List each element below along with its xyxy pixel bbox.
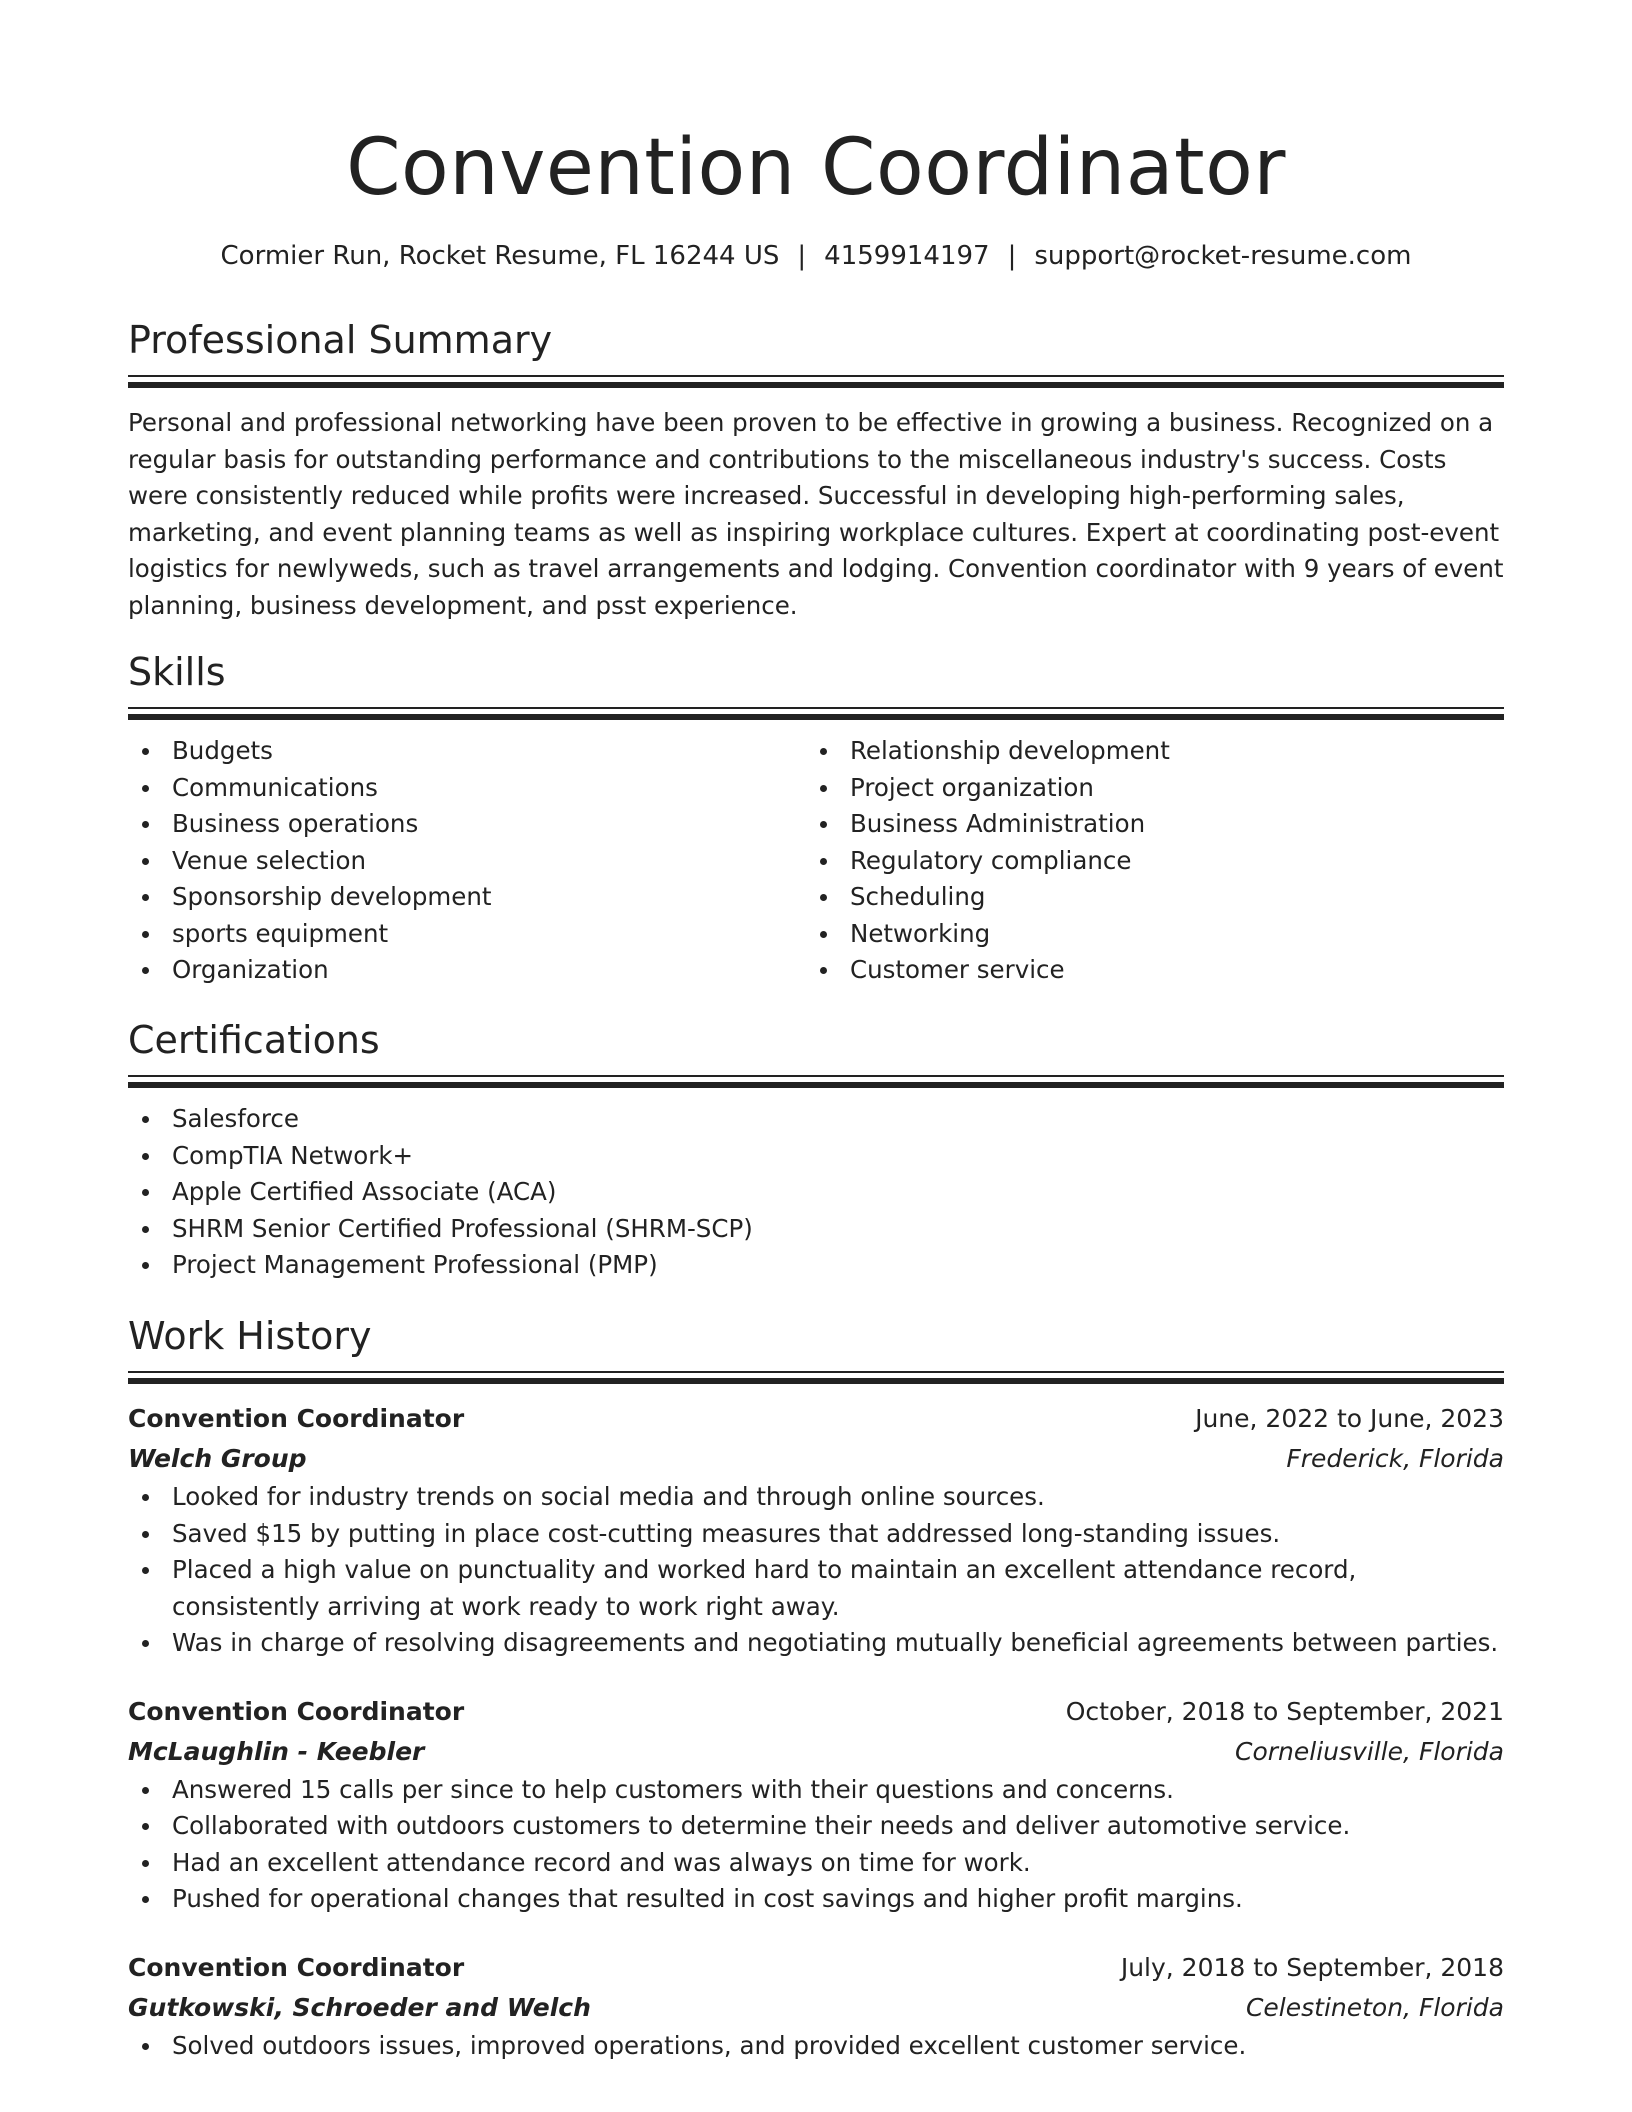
contact-separator: | xyxy=(1007,241,1017,271)
job-entry xyxy=(128,1948,1504,2065)
contact-address: Cormier Run, Rocket Resume, FL 16244 US xyxy=(220,241,780,271)
summary-title: Professional Summary xyxy=(128,318,553,362)
skill-item: Customer service xyxy=(806,952,1484,989)
job-subheader xyxy=(128,1732,1504,1772)
job-subheader xyxy=(128,1439,1504,1479)
contact-line xyxy=(128,238,1504,274)
section-divider xyxy=(128,375,1504,389)
section-divider xyxy=(128,707,1504,721)
certifications-list xyxy=(128,1101,1504,1284)
job-bullet: Saved $15 by putting in place cost-cutting measures that addressed long-standing issues. xyxy=(128,1516,1504,1553)
skill-item: Business operations xyxy=(128,806,806,843)
certification-item: Apple Certified Associate (ACA) xyxy=(128,1174,1504,1211)
skills-grid xyxy=(128,733,1504,989)
job-title: Convention Coordinator xyxy=(128,1696,465,1726)
skill-item: sports equipment xyxy=(128,916,806,953)
skill-item: Project organization xyxy=(806,770,1484,807)
certifications-section xyxy=(128,1015,1504,1284)
job-dates: October, 2018 to September, 2021 xyxy=(1065,1696,1504,1726)
job-bullet: Solved outdoors issues, improved operations, and provided excellent customer service. xyxy=(128,2028,1504,2065)
contact-separator: | xyxy=(797,241,807,271)
skill-item: Networking xyxy=(806,916,1484,953)
job-location: Frederick, Florida xyxy=(1286,1444,1504,1473)
summary-text: Personal and professional networking have been proven to be effective in growing a business. Recognized on a regular basis for outstanding performance and contributions to the miscellaneous industry's success. Costs were consistently reduced while profits were increased. Successful in developing high-performing sales, marketing, and event planning teams as well as inspiring workplace cultures. Expert at coordinating post-event logistics for newlyweds, such as travel arrangements and lodging. Convention coordinator with 9 years of event planning, business development, and psst experience. xyxy=(128,408,1504,620)
skill-item: Relationship development xyxy=(806,733,1484,770)
job-bullets xyxy=(128,1479,1504,1662)
skills-right-column xyxy=(806,733,1484,989)
job-subheader xyxy=(128,1988,1504,2028)
job-header xyxy=(128,1692,1504,1732)
skill-item: Business Administration xyxy=(806,806,1484,843)
contact-phone: 4159914197 xyxy=(824,241,990,271)
skills-left-column xyxy=(128,733,806,989)
skills-title: Skills xyxy=(128,650,226,694)
job-bullet: Collaborated with outdoors customers to determine their needs and deliver automotive service. xyxy=(128,1808,1504,1845)
job-entry xyxy=(128,1399,1504,1662)
job-bullet: Pushed for operational changes that resulted in cost savings and higher profit margins. xyxy=(128,1881,1504,1918)
job-location: Celestineton, Florida xyxy=(1245,1992,1504,2022)
job-header xyxy=(128,1399,1504,1439)
job-dates: July, 2018 to September, 2018 xyxy=(1120,1952,1504,1982)
job-entry xyxy=(128,1692,1504,1918)
contact-email: support@rocket-resume.com xyxy=(1034,241,1412,271)
skill-item: Communications xyxy=(128,770,806,807)
job-header xyxy=(128,1948,1504,1988)
job-bullet: Placed a high value on punctuality and worked hard to maintain an excellent attendance record, consistently arriving at work ready to work right away. xyxy=(128,1552,1504,1625)
job-company: Gutkowski, Schroeder and Welch xyxy=(128,1992,591,2022)
skill-item: Sponsorship development xyxy=(128,879,806,916)
skills-section xyxy=(128,647,1504,989)
certification-item: Project Management Professional (PMP) xyxy=(128,1247,1504,1284)
job-company: McLaughlin - Keebler xyxy=(128,1736,425,1766)
job-title: Convention Coordinator xyxy=(128,1952,465,1982)
section-divider xyxy=(128,1075,1504,1089)
job-bullet: Looked for industry trends on social media and through online sources. xyxy=(128,1479,1504,1516)
certification-item: CompTIA Network+ xyxy=(128,1138,1504,1175)
skill-item: Venue selection xyxy=(128,843,806,880)
job-dates: June, 2022 to June, 2023 xyxy=(1195,1404,1504,1433)
job-bullet: Answered 15 calls per since to help customers with their questions and concerns. xyxy=(128,1772,1504,1809)
skill-item: Organization xyxy=(128,952,806,989)
job-bullet: Was in charge of resolving disagreements and negotiating mutually beneficial agreements between parties. xyxy=(128,1625,1504,1662)
skill-item: Scheduling xyxy=(806,879,1484,916)
skill-item: Budgets xyxy=(128,733,806,770)
job-bullets xyxy=(128,2028,1504,2065)
work-history-section xyxy=(128,1311,1504,2064)
resume-name: Convention Coordinator xyxy=(346,123,1286,213)
skill-item: Regulatory compliance xyxy=(806,843,1484,880)
job-title: Convention Coordinator xyxy=(128,1404,465,1433)
section-divider xyxy=(128,1371,1504,1385)
certification-item: Salesforce xyxy=(128,1101,1504,1138)
summary-section xyxy=(128,315,1504,624)
certification-item: SHRM Senior Certified Professional (SHRM-SCP) xyxy=(128,1211,1504,1248)
job-bullets xyxy=(128,1772,1504,1918)
work-history-title: Work History xyxy=(128,1314,372,1358)
job-bullet: Had an excellent attendance record and was always on time for work. xyxy=(128,1845,1504,1882)
job-company: Welch Group xyxy=(128,1444,307,1473)
certifications-title: Certifications xyxy=(128,1018,380,1062)
job-location: Corneliusville, Florida xyxy=(1235,1736,1504,1766)
